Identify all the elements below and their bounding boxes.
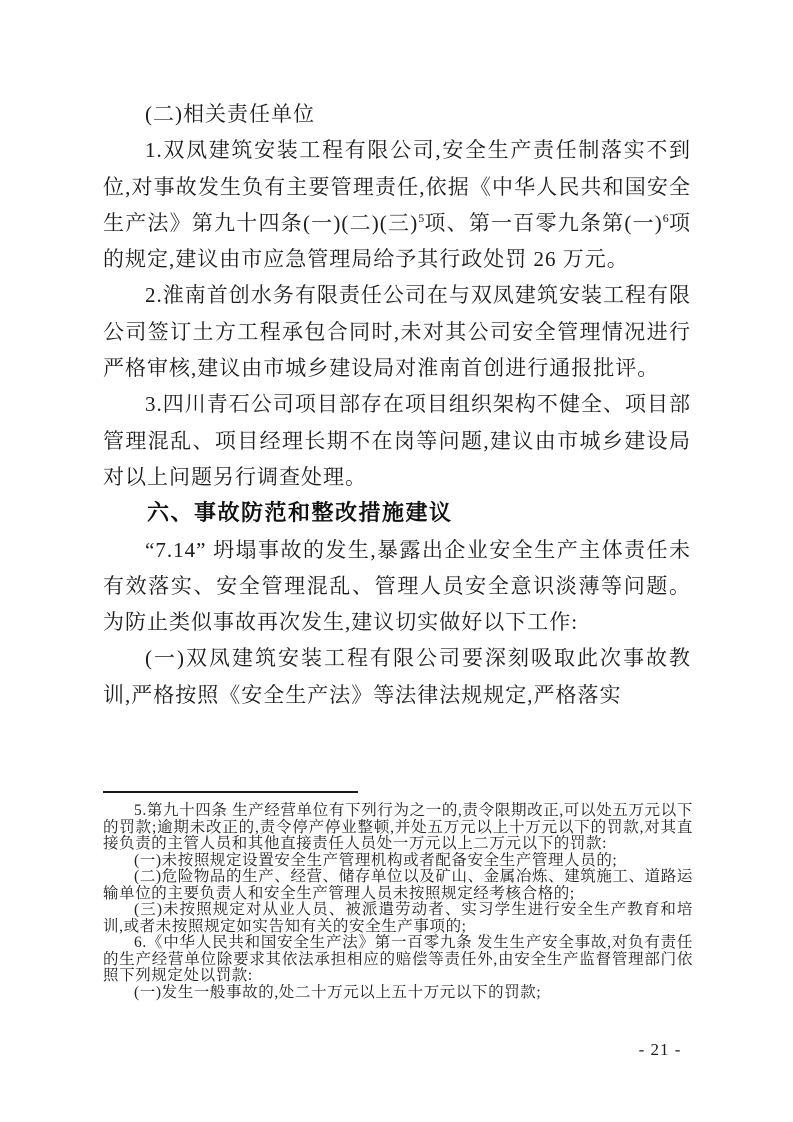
paragraph-huainan-capital-water: 2.淮南首创水务有限责任公司在与双凤建筑安装工程有限公司签订土方工程承包合同时,未对其公司安全管理情况进行严格审核,建议由市城乡建设局对淮南首创进行通报批评。 [103, 283, 691, 381]
document-body [103, 96, 691, 713]
footnote-6-intro: 6.《中华人民共和国安全生产法》第一百零九条 发生生产安全事故,对负有责任的生产经营单位除要求其依法承担相应的赔偿等责任外,由安全生产监督管理部门依照下列规定处以罚款: [103, 934, 693, 984]
paragraph-penalty-shuangfeng [103, 132, 691, 277]
paragraph-text-segment: 1.双凤建筑安装工程有限公司,安全生产责任制落实不到位,对事故发生负有主要管理责任,依据《中华人民共和国安全生产法》第九十四条(一)(二)(三) [103, 138, 691, 235]
footnote-6-item-1: (一)发生一般事故的,处二十万元以上五十万元以下的罚款; [134, 983, 542, 1001]
footnote-5-item-1: (一)未按照规定设置安全生产管理机构或者配备安全生产管理人员的; [134, 851, 618, 869]
footnote-5-item-2: (二)危险物品的生产、经营、储存单位以及矿山、金属冶炼、建筑施工、道路运输单位的主要负责人和安全生产管理人员未按照规定经考核合格的; [103, 868, 693, 902]
footnote-area [103, 791, 693, 1001]
footnote-5-item-3: (三)未按照规定对从业人员、被派遣劳动者、实习学生进行安全生产教育和培训,或者未按照规定如实告知有关的安全生产事项的; [103, 901, 693, 935]
page-number: - 21 - [638, 1040, 682, 1059]
footnote-ref-5: 5 [418, 210, 425, 225]
footnote-5-intro: 5.第九十四条 生产经营单位有下列行为之一的,责令限期改正,可以处五万元以下的罚款;逾期未改正的,责令停产停业整顿,并处五万元以上十万元以下的罚款,对其直接负责的主管人员和其他直接责任人员处一万元以上二万元以下的罚款: [103, 802, 693, 852]
footnote-separator-line [103, 791, 358, 793]
section-heading-related-responsible-units: (二)相关责任单位 [145, 102, 315, 126]
paragraph-text-segment: 项、第一百零九条第(一) [424, 210, 663, 235]
footnote-ref-6: 6 [662, 210, 669, 225]
paragraph-recommendation-shuangfeng-lessons: (一)双凤建筑安装工程有限公司要深刻吸取此次事故教训,严格按照《安全生产法》等法律法规规定,严格落实 [103, 646, 691, 707]
paragraph-text-segment: 项的规定,建议由市应急管理局给予其行政处罚 26 万元。 [103, 210, 691, 272]
section-heading-prevention-measures: 六、事故防范和整改措施建议 [147, 500, 453, 526]
paragraph-sichuan-qingshi-project: 3.四川青石公司项目部存在项目组织架构不健全、项目部管理混乱、项目经理长期不在岗等问题,建议由市城乡建设局对以上问题另行调查处理。 [103, 392, 691, 489]
paragraph-accident-exposed-problems: “7.14” 坍塌事故的发生,暴露出企业安全生产主体责任未有效落实、安全管理混乱、管理人员安全意识淡薄等问题。为防止类似事故再次发生,建议切实做好以下工作: [103, 537, 691, 635]
